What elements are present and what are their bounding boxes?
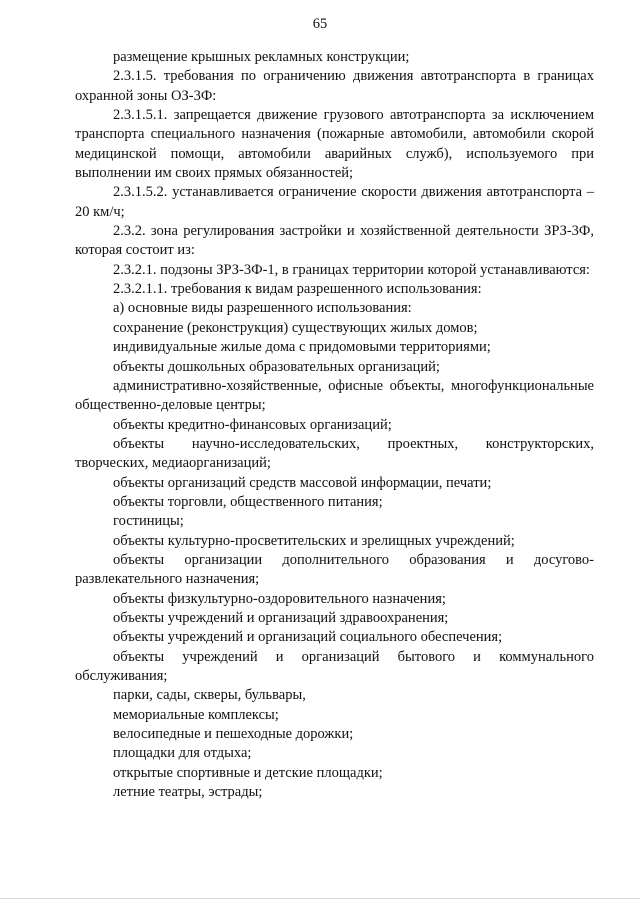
list-item: индивидуальные жилые дома с придомовыми территориями; (113, 339, 491, 356)
list-item: объекты культурно-просветительских и зрелищных учреждений; (113, 532, 515, 549)
list-item: объекты учреждений и организаций бытового и коммунального обслуживания; (75, 648, 594, 684)
list-item: объекты торговли, общественного питания; (113, 493, 383, 510)
list-item: гостиницы; (113, 513, 184, 530)
paragraph: размещение крышных рекламных конструкции; (113, 49, 410, 65)
list-item: объекты научно-исследовательских, проектных, конструкторских, творческих, медиаорганизаций; (75, 435, 594, 472)
list-item: объекты дошкольных образовательных организаций; (113, 358, 440, 375)
document-body (75, 48, 594, 802)
paragraph: а) основные виды разрешенного использования: (113, 300, 412, 317)
list-item: объекты кредитно-финансовых организаций; (113, 416, 392, 433)
paragraph: 2.3.2.1. подзоны ЗРЗ-3Ф-1, в границах территории которой устанавливаются: (113, 261, 590, 278)
list-item: велосипедные и пешеходные дорожки; (113, 726, 354, 743)
paragraph: 2.3.1.5.2. устанавливается ограничение скорости движения автотранспорта – 20 км/ч; (75, 184, 594, 220)
list-item: объекты организации дополнительного образования и досугово-развлекательного назначения; (75, 551, 594, 588)
paragraph: 2.3.1.5. требования по ограничению движения автотранспорта в границах охранной зоны ОЗ-3Ф: (75, 68, 594, 104)
list-item: объекты учреждений и организаций социального обеспечения; (113, 629, 503, 646)
list-item: летние театры, эстрады; (113, 784, 263, 801)
page-bottom-edge (0, 898, 640, 899)
paragraph: 2.3.1.5.1. запрещается движение грузового автотранспорта за исключением транспорта специального назначения (пожарные автомобили, автомобили скорой медицинской помощи, автомобили аварийных служб), используемого при выполнении им своих прямых обязанностей; (75, 107, 594, 182)
list-item: административно-хозяйственные, офисные объекты, многофункциональные общественно-деловые центры; (75, 377, 594, 414)
list-item: объекты учреждений и организаций здравоохранения; (113, 609, 449, 626)
list-item: парки, сады, скверы, бульвары, (113, 687, 306, 704)
list-item: сохранение (реконструкция) существующих жилых домов; (113, 319, 478, 336)
list-item: объекты физкультурно-оздоровительного назначения; (113, 590, 446, 607)
list-item: открытые спортивные и детские площадки; (113, 764, 383, 781)
paragraph: 2.3.2. зона регулирования застройки и хозяйственной деятельности ЗРЗ-3Ф, которая состоит из: (75, 223, 594, 259)
list-item: объекты организаций средств массовой информации, печати; (113, 474, 492, 491)
page-number: 65 (312, 16, 328, 32)
paragraph: 2.3.2.1.1. требования к видам разрешенного использования: (113, 281, 482, 298)
list-item: мемориальные комплексы; (113, 706, 279, 723)
list-item: площадки для отдыха; (113, 745, 252, 762)
